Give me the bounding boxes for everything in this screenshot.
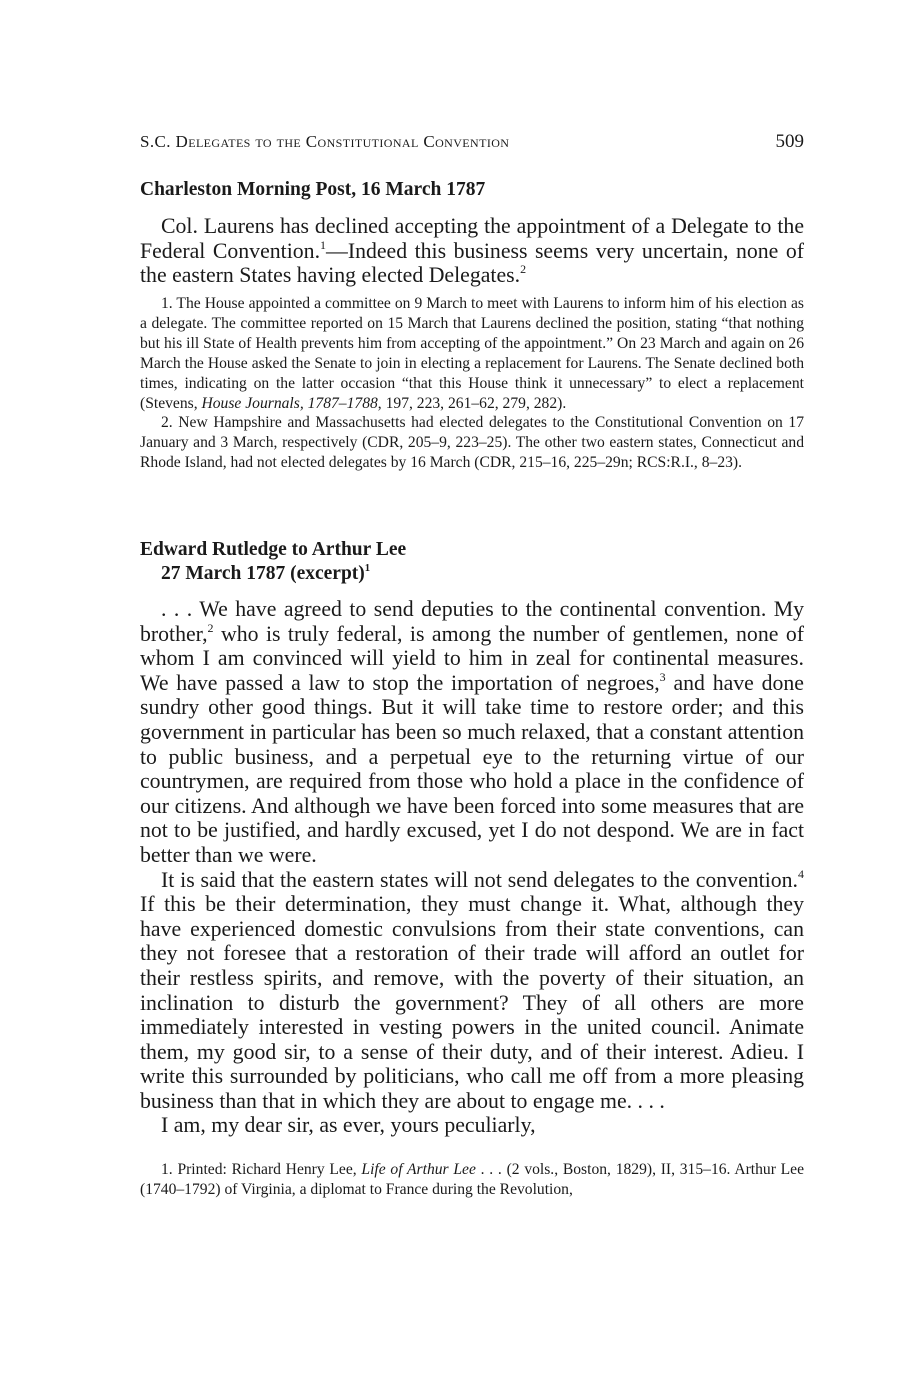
section-title-rutledge [140, 538, 804, 586]
footnotes-rutledge [140, 1160, 804, 1200]
running-title: S.C. Delegates to the Constitutional Convention [140, 132, 510, 151]
section-body-rutledge [140, 597, 804, 1138]
footnote-1: 1. The House appointed a committee on 9 March to meet with Laurens to inform him of his election as a delegate. The committee reported on 15 March that Laurens declined the position, stating “that nothing but his ill State of Health prevents him from accepting of the appointment.” On 23 March and again on 26 March the House asked the Senate to join in electing a replacement for Laurens. The Senate declined both times, indicating on the latter occasion “that this House think it unnecessary” to elect a replacement (Stevens, House Journals, 1787–1788, 197, 223, 261–62, 279, 282). [140, 295, 804, 412]
body-paragraph-2: It is said that the eastern states will not send delegates to the convention.$^4$ If this be their determination, they must change it. What, although they have experienced domestic convulsions from their state conventions, can they not foresee that a restoration of their trade will afford an outlet for their restless spirits, and remove, with the poverty of their situation, an inclination to disturb the government? They of all others are more immediately interested in vesting powers in the united council. Animate them, my good sir, to a sense of their duty, and of their interest. Adieu. I write this surrounded by politicians, who call me off from a more pleasing business than that in which they are about to engage me. . . . [140, 866, 804, 1113]
footnote-ref: 1 [364, 561, 371, 574]
section-body-charleston [140, 214, 804, 288]
title-line-2: 27 March 1787 (excerpt)$^1$ [161, 561, 371, 584]
footnote-2: 2. New Hampshire and Massachusetts had elected delegates to the Constitutional Convention on 17 January and 3 March, respectively (CDR, 205–9, 223–25). The other two eastern states, Connecticut and Rhode Island, had not elected delegates by 16 March (CDR, 215–16, 225–29n; RCS:R.I., 8–23). [140, 414, 804, 472]
footnote-ref: 4 [798, 866, 804, 881]
running-head [140, 131, 804, 153]
title-line-1: Edward Rutledge to Arthur Lee [140, 539, 407, 560]
page-number: 509 [775, 131, 804, 152]
footnote-ref: 2 [520, 262, 527, 277]
closing-line: I am, my dear sir, as ever, yours peculiarly, [161, 1113, 536, 1138]
footnote-ref: 3 [659, 669, 666, 684]
footnote-1: 1. Printed: Richard Henry Lee, Life of Arthur Lee . . . (2 vols., Boston, 1829), II, 315–16. Arthur Lee (1740–1792) of Virginia, a diplomat to France during the Revolution, [140, 1161, 805, 1198]
footnote-ref: 2 [207, 620, 214, 635]
footnotes-charleston [140, 294, 804, 473]
body-paragraph: Col. Laurens has declined accepting the appointment of a Delegate to the Federal Convention.$^1$—Indeed this business seems very uncertain, none of the eastern States having elected Delegates.$^2$ [140, 214, 804, 288]
section-title-charleston: Charleston Morning Post, 16 March 1787 [140, 179, 486, 200]
body-paragraph-1: . . . We have agreed to send deputies to the continental convention. My brother,$^2$ who is truly federal, is among the number of gentlemen, none of whom I am convinced will yield to him in zeal for continental measures. We have passed a law to stop the importation of negroes,$^3$ and have done sundry other good things. But it will take time to restore order; and this government in particular has been so much relaxed, that a constant attention to public business, and a perpetual eye to the returning virtue of our countrymen, are required from those who hold a place in the confidence of our citizens. And although we have been forced into some measures that are not to be justified, and hardly excused, yet I do not despond. We are in fact better than we were. [140, 597, 804, 867]
footnote-ref: 1 [320, 237, 327, 252]
